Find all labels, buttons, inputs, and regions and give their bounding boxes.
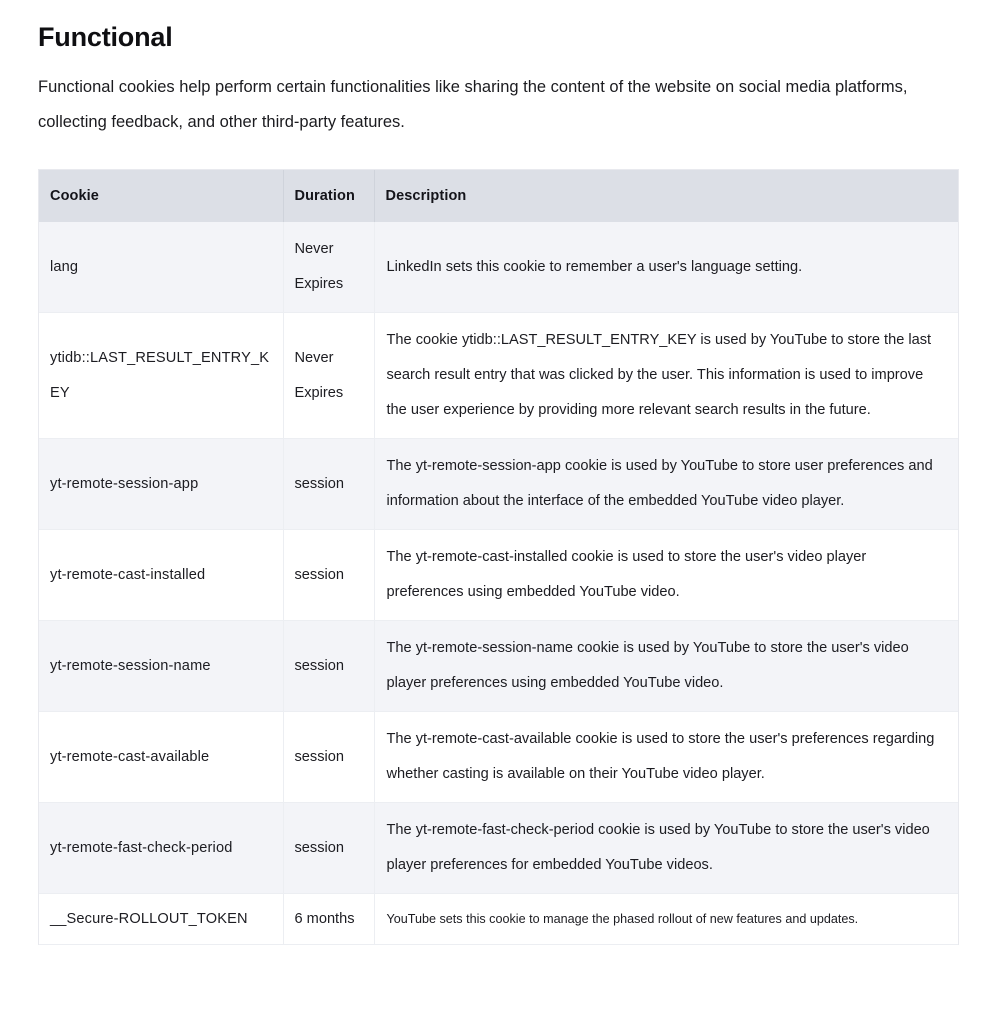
- table-row: [39, 313, 958, 439]
- table-header-row: [39, 170, 958, 222]
- column-header-duration: Duration: [283, 170, 374, 222]
- cell-duration: session: [283, 530, 374, 621]
- cell-duration: session: [283, 803, 374, 894]
- cell-cookie-name: yt-remote-session-app: [39, 439, 283, 530]
- section-description: Functional cookies help perform certain functionalities like sharing the content of the website on social media platforms, collecting feedback, and other third-party features.: [38, 78, 908, 131]
- cell-duration: Never Expires: [283, 222, 374, 313]
- cell-description: LinkedIn sets this cookie to remember a user's language setting.: [374, 222, 958, 313]
- cell-description: The yt-remote-fast-check-period cookie is used by YouTube to store the user's video player preferences for embedded YouTube videos.: [374, 803, 958, 894]
- cell-description: The yt-remote-cast-available cookie is used to store the user's preferences regarding whether casting is available on their YouTube video player.: [374, 712, 958, 803]
- cell-description: The yt-remote-cast-installed cookie is used to store the user's video player preferences using embedded YouTube video.: [374, 530, 958, 621]
- cookie-table-container: [38, 169, 959, 945]
- cell-cookie-name: ytidb::LAST_RESULT_ENTRY_KEY: [39, 313, 283, 439]
- table-header: [39, 170, 958, 222]
- cell-cookie-name: lang: [39, 222, 283, 313]
- cell-cookie-name: yt-remote-fast-check-period: [39, 803, 283, 894]
- table-row: [39, 894, 958, 945]
- table-body: [39, 222, 958, 945]
- table-row: [39, 439, 958, 530]
- cell-cookie-name: yt-remote-cast-installed: [39, 530, 283, 621]
- cell-duration: Never Expires: [283, 313, 374, 439]
- table-row: [39, 712, 958, 803]
- cell-description: YouTube sets this cookie to manage the phased rollout of new features and updates.: [374, 894, 958, 945]
- cell-description: The cookie ytidb::LAST_RESULT_ENTRY_KEY is used by YouTube to store the last search result entry that was clicked by the user. This information is used to improve the user experience by providing more relevant search results in the future.: [374, 313, 958, 439]
- table-row: [39, 222, 958, 313]
- cell-duration: session: [283, 621, 374, 712]
- cookie-table: [39, 170, 958, 945]
- cell-cookie-name: __Secure-ROLLOUT_TOKEN: [39, 894, 283, 945]
- table-row: [39, 530, 958, 621]
- cell-description: The yt-remote-session-name cookie is used by YouTube to store the user's video player preferences using embedded YouTube video.: [374, 621, 958, 712]
- cell-description: The yt-remote-session-app cookie is used by YouTube to store user preferences and information about the interface of the embedded YouTube video player.: [374, 439, 958, 530]
- page-title: Functional: [38, 22, 173, 52]
- cell-cookie-name: yt-remote-session-name: [39, 621, 283, 712]
- table-row: [39, 803, 958, 894]
- column-header-description: Description: [374, 170, 958, 222]
- cell-duration: 6 months: [283, 894, 374, 945]
- cell-duration: session: [283, 712, 374, 803]
- table-row: [39, 621, 958, 712]
- cell-duration: session: [283, 439, 374, 530]
- column-header-cookie: Cookie: [39, 170, 283, 222]
- cell-cookie-name: yt-remote-cast-available: [39, 712, 283, 803]
